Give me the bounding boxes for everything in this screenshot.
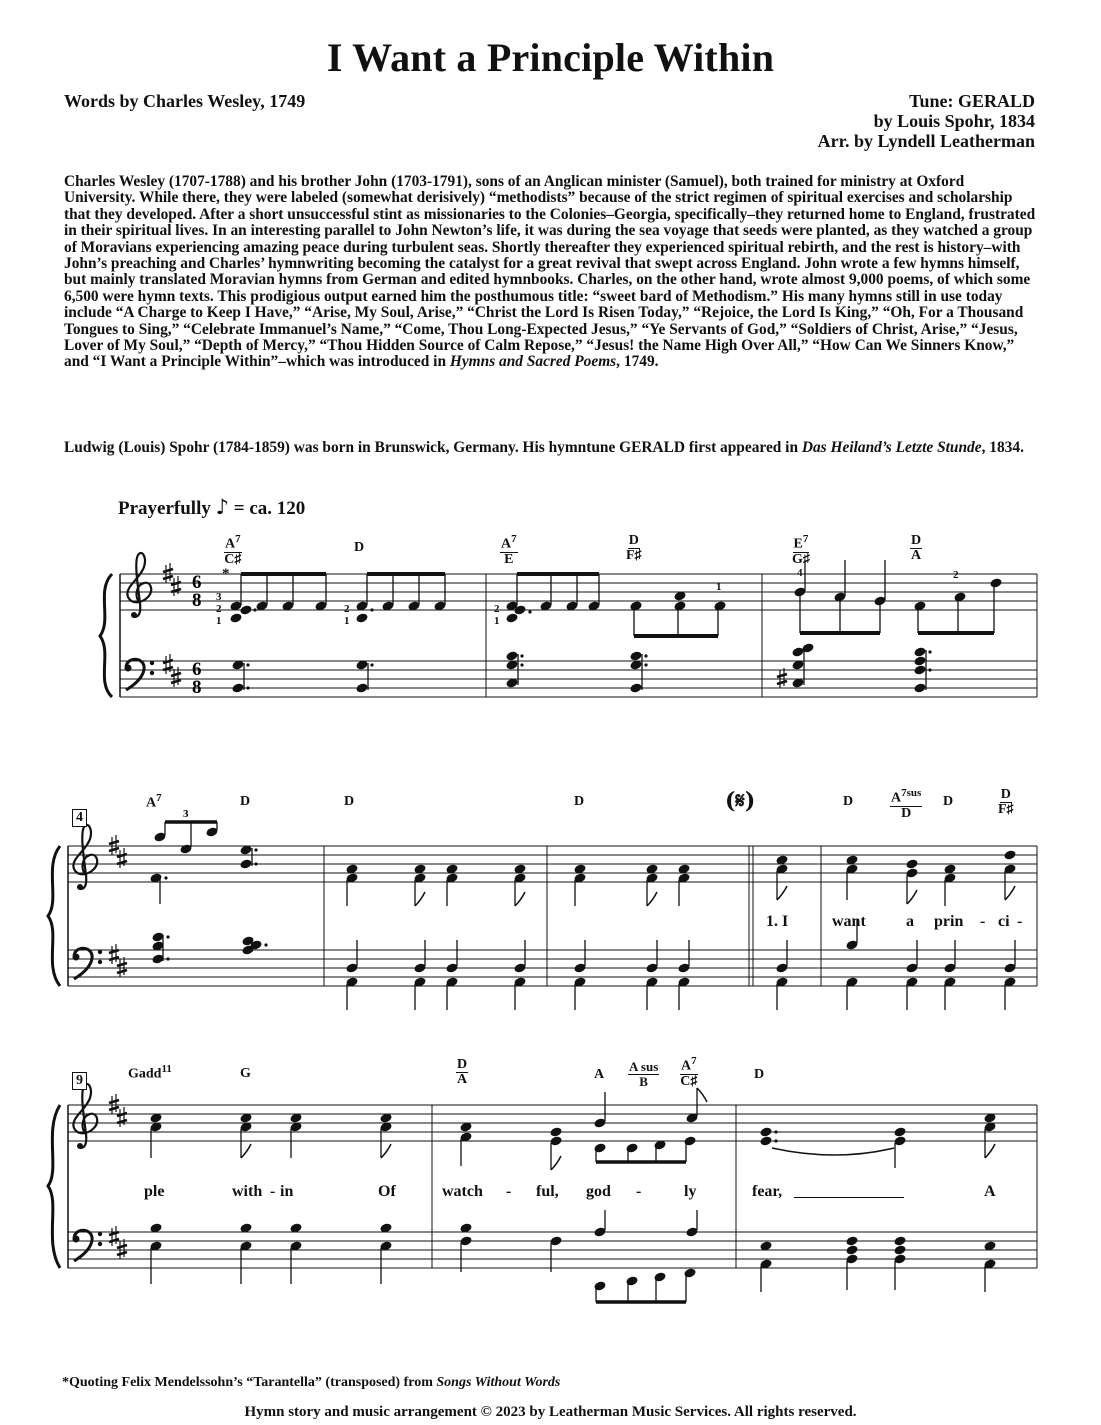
chord-symbol: D [754, 1067, 765, 1082]
measure-number: 9 [72, 1072, 87, 1090]
system-2-bass-notes [151, 920, 1016, 1010]
lyric-hyphen: - [1017, 913, 1023, 930]
hymn-story-paragraph-2: Ludwig (Louis) Spohr (1784-1859) was born in Brunswick, Germany. His hymntune GERALD first appeared in Das Heiland’s Letzte Stunde, 1834. [64, 439, 1024, 456]
time-sig-num: 6 [192, 572, 202, 593]
system-1 [100, 553, 1037, 698]
footnote: *Quoting Felix Mendelssohn’s “Tarantella” (transposed) from Songs Without Words [62, 1375, 561, 1390]
system-3-bass-notes [149, 1210, 996, 1302]
lyric-syllable: ly [684, 1183, 697, 1200]
measure-number: 4 [72, 809, 87, 827]
chord-symbol: G [240, 1066, 251, 1081]
chord-symbol: $\frac{D}{F♯}$ [626, 533, 642, 563]
bass-clef-icon [125, 659, 155, 690]
system-2 [48, 808, 1037, 1010]
lyric-syllable: ple [144, 1183, 165, 1200]
lyric-syllable: watch [442, 1183, 483, 1200]
chord-symbol: D [843, 794, 854, 809]
lyric-syllable: want [832, 913, 866, 930]
chord-symbol: D [354, 540, 365, 555]
lyric-syllable: 1. I [766, 913, 789, 930]
lyric-syllable: god [586, 1183, 611, 1200]
time-sig-den-bass: 8 [192, 677, 202, 698]
lyric-syllable: a [906, 913, 914, 930]
lyric-hyphen: - [980, 913, 986, 930]
chord-symbol: D [240, 794, 251, 809]
time-sig-num-bass: 6 [192, 659, 202, 680]
lyric-syllable: prin [934, 913, 964, 930]
page-title: I Want a Principle Within [326, 35, 775, 80]
chord-symbol: $\frac{D}{F♯}$ [998, 787, 1014, 817]
lyric-syllable: ci [998, 913, 1010, 930]
lyric-syllable: Of [378, 1183, 396, 1200]
measure-1-treble [229, 574, 446, 624]
treble-clef-icon [127, 553, 151, 618]
fingering: 2 [344, 603, 350, 615]
chord-symbol: D [574, 794, 585, 809]
fingering: 3 [216, 591, 222, 603]
tempo-marking: Prayerfully ♪ = ca. 120 [118, 495, 306, 519]
words-credit: Words by Charles Wesley, 1749 [64, 91, 306, 111]
arranger-credit: Arr. by Lyndell Leatherman [817, 131, 1035, 151]
fingering: 4 [797, 567, 803, 579]
chord-symbol: $\frac{D}{A}$ [457, 1057, 468, 1087]
lyric-syllable: ful, [536, 1183, 559, 1200]
chord-symbol: $A^{7sus}$ D [891, 787, 922, 821]
measure-3-treble [793, 560, 1002, 633]
lyric-syllable: fear, [752, 1183, 783, 1200]
composer-credit: by Louis Spohr, 1834 [873, 111, 1035, 131]
fingering: 1 [344, 615, 350, 627]
svg-text:3: 3 [183, 808, 189, 820]
chord-symbol: A sus B [629, 1059, 659, 1089]
fingering: 1 [494, 615, 500, 627]
lyric-syllable: with [232, 1183, 263, 1200]
measures-7-8-treble [775, 849, 1016, 906]
chord-symbol: D [943, 794, 954, 809]
chord-symbol: $\frac{D}{A}$ [911, 533, 922, 563]
chord-symbol: $\frac{A^7}{C♯}$ [224, 533, 242, 567]
tune-name: Tune: GERALD [909, 91, 1035, 111]
chord-symbol: $\frac{E^7}{G♯}$ [792, 533, 810, 567]
lyric-hyphen: - [270, 1183, 276, 1200]
lyric-syllable: in [280, 1183, 294, 1200]
copyright-notice: Hymn story and music arrangement © 2023 by Leatherman Music Services. All rights reserved. [244, 1404, 857, 1420]
lyric-hyphen: - [636, 1183, 642, 1200]
fingering: 2 [494, 603, 500, 615]
chord-symbol: $A^7$ [146, 792, 162, 811]
system-1-bass-notes [231, 642, 931, 693]
footnote-asterisk: * [222, 566, 230, 582]
fingering: 2 [953, 569, 959, 581]
chord-symbol: Gadd$^{11}$ [128, 1063, 172, 1082]
time-sig-den: 8 [192, 590, 202, 611]
fingering: 2 [216, 603, 222, 615]
fingering: 1 [216, 615, 222, 627]
hymn-story-paragraph-1: Charles Wesley (1707-1788) and his brother John (1703-1791), sons of an Anglican minister (Samuel), both trained for ministry at Oxford University. While there, they were labeled (somewhat derisively) “methodists” because of the strict regimen of spiritual exercises and scholarship that they developed. After a short unsuccessful stint as missionaries to the Colonies–Georgia, specifically–they returned home to England, frustrated in their spiritual lives. In an interesting parallel to John Newton’s life, it was during the sea voyage that seeds were planted, as they watched a group of Moravians experiencing amazing peace during turbulent seas. Shortly thereafter they experienced spiritual rebirth, and the rest is history–with John’s preaching and Charles’ hymnwriting becoming the catalyst for a great revival that swept across England. John wrote a few hymns himself, but mainly translated Moravian hymns from German and edited hymnbooks. Charles, on the other hand, wrote almost 9,000 poems, of which some 6,500 were hymn texts. This prodigious output earned him the posthumous title: “sweet bard of Methodism.” His many hymns still in use today include “A Charge to Keep I Have,” “Arise, My Soul, Arise,” “Christ the Lord Is Risen Today,” “Rejoice, the Lord Is King,” “Oh, For a Thousand Tongues to Sing,” “Celebrate Immanuel’s Name,” “Come, Thou Long-Expected Jesus,” “Ye Servants of God,” “Soldiers of Christ, Arise,” “Jesus, Lover of My Soul,” “Depth of Mercy,” “Thou Hidden Source of Calm Repose,” “Jesus! the Name High Over All,” “How Can We Sinners Know,” and “I Want a Principle Within”–which was introduced in Hymns and Sacred Poems, 1749. [64, 173, 1036, 371]
segno-icon: (𝄋) [725, 788, 756, 814]
eighth-note-icon: ♪ [215, 495, 230, 519]
chord-symbol: D [344, 794, 355, 809]
lyric-extender-line [794, 1197, 904, 1198]
system-3-treble-notes [149, 1088, 996, 1170]
lyric-hyphen: - [506, 1183, 512, 1200]
chord-symbol: A [594, 1067, 605, 1082]
chord-symbol: $\frac{A^7}{C♯}$ [680, 1055, 698, 1089]
lyric-syllable: A [984, 1183, 996, 1200]
fingering: 1 [716, 581, 722, 593]
chord-symbol: $\frac{A^7}{E}$ [501, 533, 517, 567]
